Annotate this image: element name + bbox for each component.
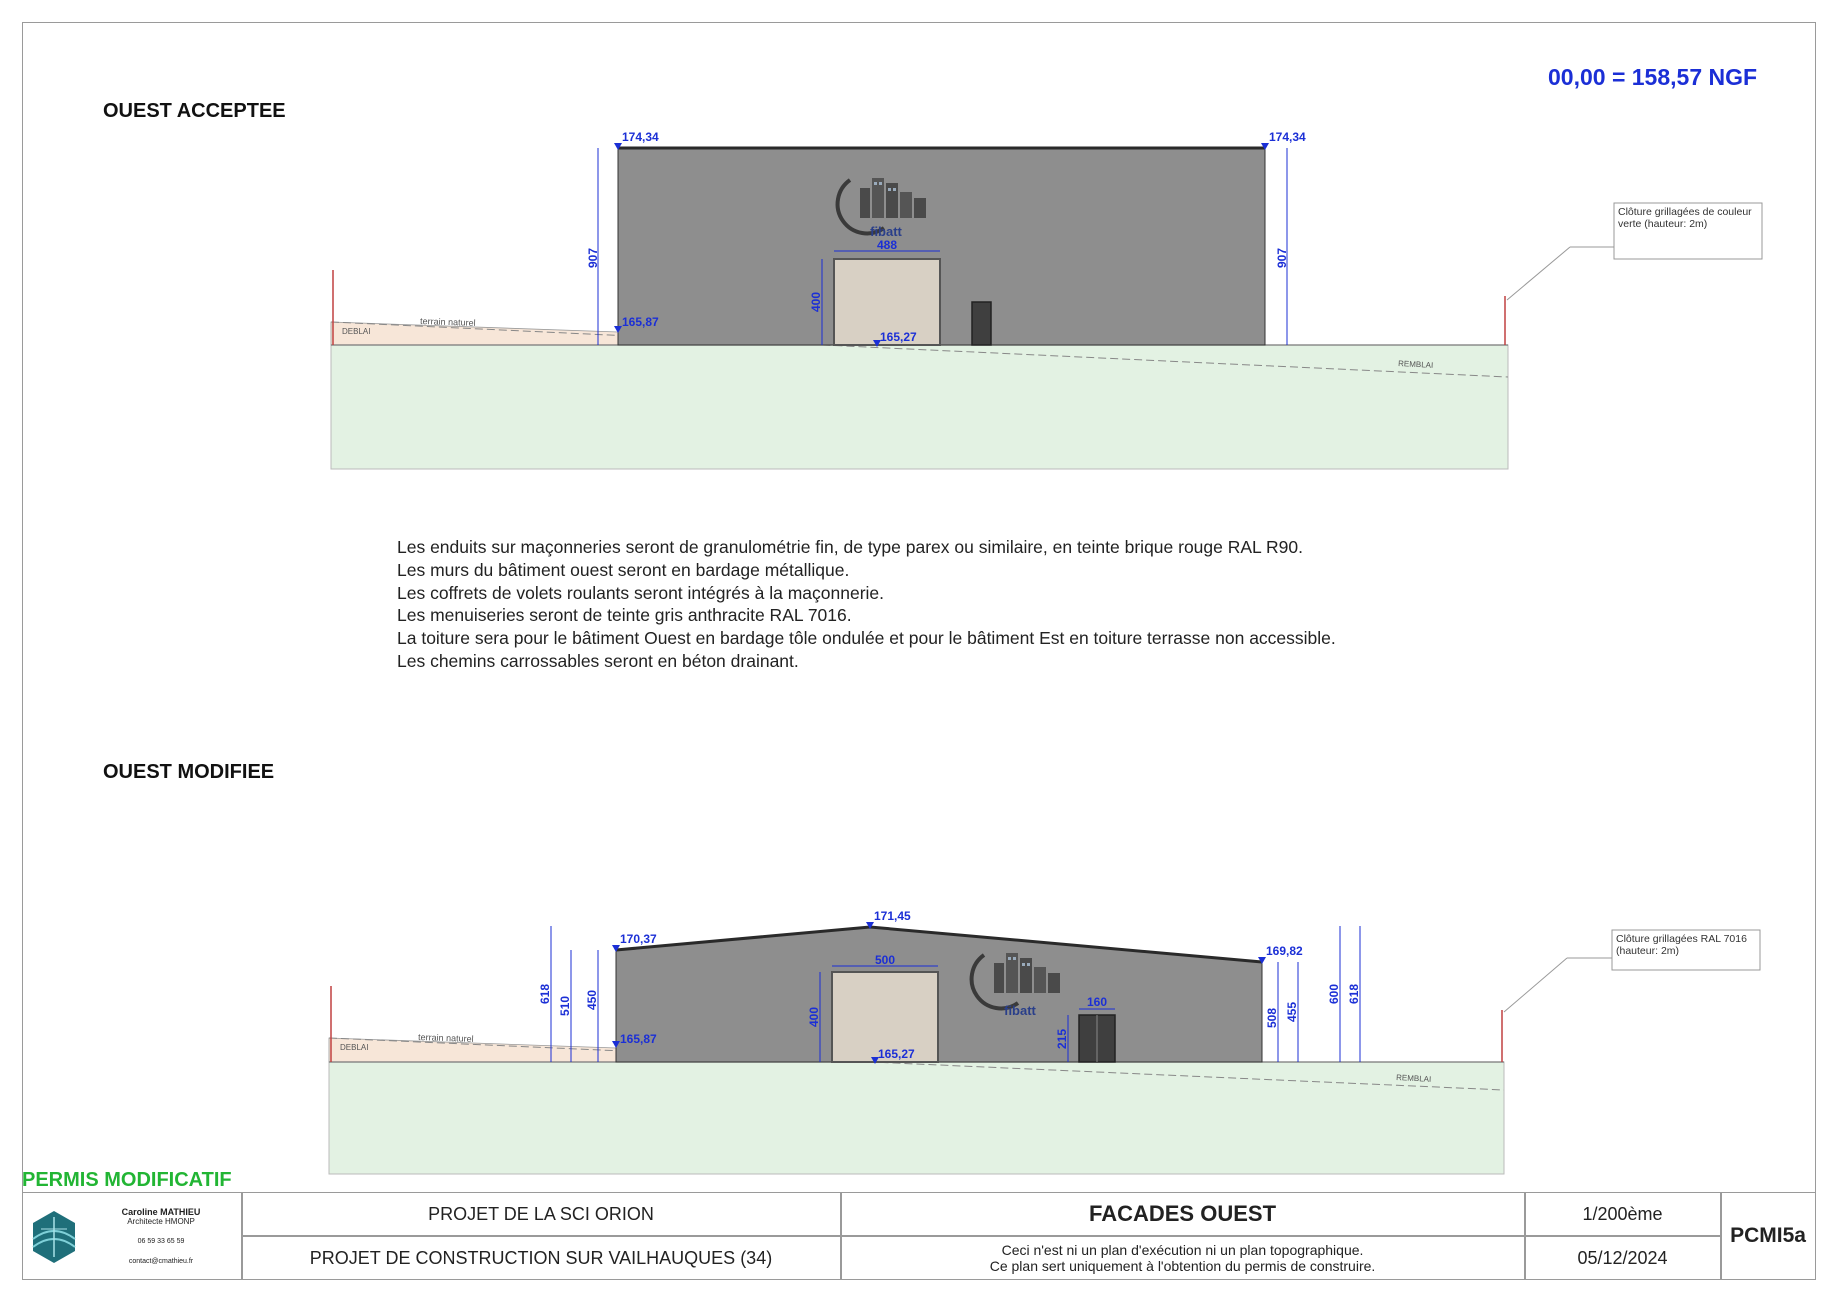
- note-line: La toiture sera pour le bâtiment Ouest en bardage tôle ondulée et pour le bâtiment Est en toiture terrasse non accessible.: [397, 628, 1336, 649]
- level-top-left: 174,34: [622, 130, 659, 144]
- label-remblai: REMBLAI: [1395, 1073, 1432, 1084]
- dim-618-right: 618: [1347, 983, 1361, 1005]
- dim-door-height: 400: [807, 1006, 821, 1028]
- ground-area: [329, 1062, 1504, 1174]
- dim-right-height: 907: [1275, 247, 1289, 269]
- disclaimer-line: Ce plan sert uniquement à l'obtention du permis de construire.: [989, 1258, 1376, 1274]
- dim-small-door-width: 160: [1086, 995, 1108, 1009]
- level-ground-mid: 165,27: [880, 330, 917, 344]
- dim-600: 600: [1327, 983, 1341, 1005]
- dim-small-door-height: 215: [1055, 1028, 1069, 1050]
- dim-door-height: 400: [809, 291, 823, 313]
- architect-phone: 06 59 33 65 59: [137, 1238, 185, 1245]
- drawing-code: PCMI5a: [1730, 1224, 1806, 1247]
- note-line: Les murs du bâtiment ouest seront en bardage métallique.: [397, 559, 850, 580]
- architect-logo-icon: [31, 1209, 77, 1265]
- project-name: PROJET DE LA SCI ORION: [428, 1203, 654, 1224]
- dim-left-height: 907: [586, 247, 600, 269]
- level-ground-left: 165,87: [622, 315, 659, 329]
- specification-notes: [397, 536, 1336, 673]
- ground-area: [331, 345, 1508, 469]
- project-location: PROJET DE CONSTRUCTION SUR VAILHAUQUES (34): [309, 1247, 773, 1268]
- architect-title: Architecte HMONP: [127, 1217, 195, 1226]
- level-ridge: 171,45: [874, 909, 911, 923]
- drawing-scale: 1/200ème: [1582, 1203, 1663, 1224]
- note-line: Les menuiseries seront de teinte gris anthracite RAL 7016.: [397, 605, 852, 626]
- dim-510: 510: [558, 995, 572, 1017]
- facade-ouest-acceptee: [331, 130, 1762, 469]
- dim-door-width: 488: [876, 238, 898, 252]
- dim-455: 455: [1285, 1001, 1299, 1023]
- drawing-date: 05/12/2024: [1577, 1247, 1668, 1268]
- architect-email: contact@cmathieu.fr: [128, 1258, 194, 1265]
- fence-note-text: Clôture grillagées RAL 7016 (hauteur: 2m): [1616, 934, 1747, 957]
- architect-logo: [27, 1201, 81, 1273]
- note-line: Les enduits sur maçonneries seront de granulométrie fin, de type parex ou similaire, en teinte brique rouge RAL R90.: [397, 537, 1303, 557]
- dim-450: 450: [585, 989, 599, 1011]
- ngf-reference: 00,00 = 158,57 NGF: [1548, 64, 1758, 90]
- fence-note-leader: [1504, 958, 1567, 1012]
- building-facade: [618, 148, 1265, 345]
- level-ground-mid: 165,27: [878, 1047, 915, 1061]
- note-line: Les chemins carrossables seront en béton drainant.: [397, 650, 799, 671]
- fence-note-leader: [1507, 247, 1570, 300]
- disclaimer-line: Ceci n'est ni un plan d'exécution ni un plan topographique.: [1001, 1242, 1364, 1258]
- dim-618-left: 618: [538, 983, 552, 1005]
- section-title-ouest-acceptee: OUEST ACCEPTEE: [103, 100, 286, 122]
- level-top-left: 170,37: [620, 932, 657, 946]
- dim-508: 508: [1265, 1007, 1279, 1029]
- permis-label: PERMIS MODIFICATIF: [22, 1169, 232, 1191]
- disclaimer: [841, 1236, 1524, 1280]
- dim-door-width: 500: [874, 953, 896, 967]
- fence-note: [1616, 934, 1758, 968]
- facade-ouest-modifiee: [329, 909, 1760, 1174]
- logo-text: fibatt: [1004, 1003, 1036, 1018]
- service-door: [972, 302, 991, 345]
- architect-info: [83, 1199, 239, 1275]
- title-block: [22, 1192, 1816, 1280]
- fence-note: [1618, 207, 1760, 257]
- label-terrain-naturel: terrain naturel: [419, 316, 476, 328]
- label-remblai: REMBLAI: [1397, 359, 1434, 370]
- logo-text: fibatt: [870, 224, 902, 239]
- drawing-title: FACADES OUEST: [1088, 1201, 1277, 1226]
- architect-name: Caroline MATHIEU: [121, 1207, 201, 1217]
- level-top-right: 169,82: [1266, 944, 1303, 958]
- note-line: Les coffrets de volets roulants seront intégrés à la maçonnerie.: [397, 582, 885, 603]
- label-terrain-naturel: terrain naturel: [417, 1032, 474, 1044]
- level-ground-left: 165,87: [620, 1032, 657, 1046]
- section-title-ouest-modifiee: OUEST MODIFIEE: [103, 761, 275, 783]
- fence-note-text: Clôture grillagées de couleur verte (hauteur: 2m): [1618, 207, 1752, 230]
- label-deblai: DEBLAI: [340, 1043, 369, 1052]
- level-top-right: 174,34: [1269, 130, 1306, 144]
- label-deblai: DEBLAI: [342, 327, 371, 336]
